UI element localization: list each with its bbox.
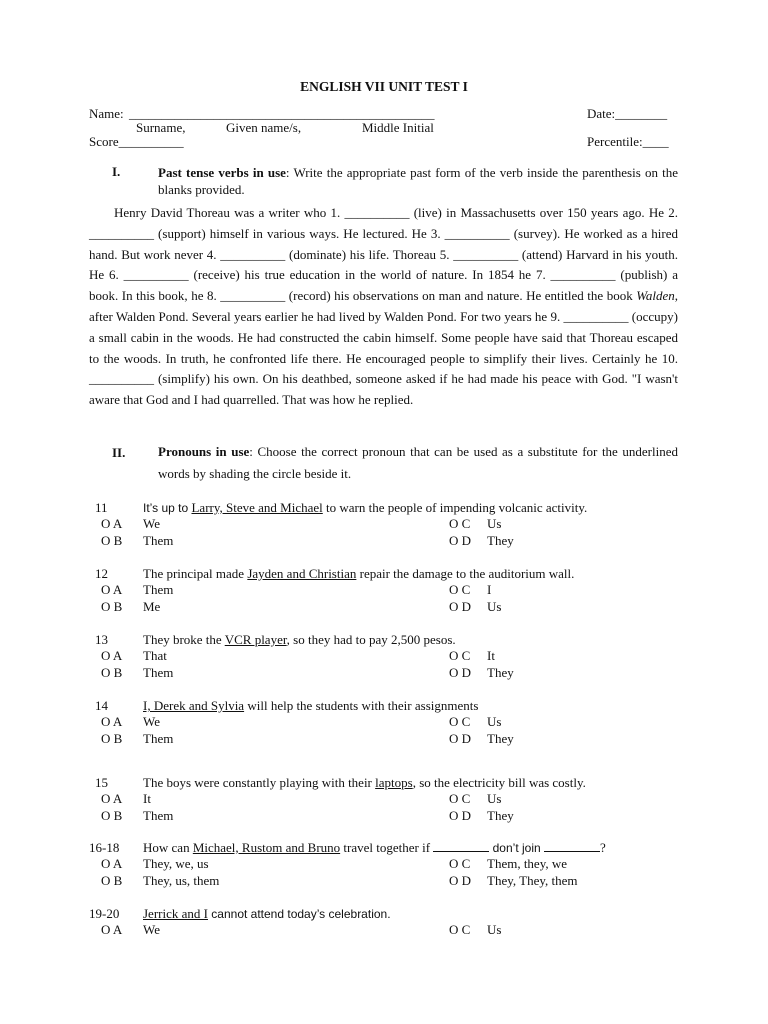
option-c-text: Us — [487, 791, 502, 806]
question-13 — [0, 632, 768, 688]
option-a-circle[interactable]: O A — [101, 791, 123, 806]
question-text: The principal made Jayden and Christian repair the damage to the auditorium wall. — [143, 566, 575, 581]
option-b-circle[interactable]: O B — [101, 808, 123, 823]
option-a-circle[interactable]: O A — [101, 856, 123, 871]
underlined-words: Michael, Rustom and Bruno — [192, 840, 341, 855]
option-d-circle[interactable]: O D — [449, 533, 472, 548]
option-a-circle[interactable]: O A — [101, 922, 123, 937]
option-a-text: We — [143, 922, 160, 937]
option-c-text: Us — [487, 516, 502, 531]
option-b-circle[interactable]: O B — [101, 533, 123, 548]
question-text: The boys were constantly playing with their laptops, so the electricity bill was costly. — [143, 775, 586, 790]
underlined-words: VCR player — [224, 632, 287, 647]
question-text: I, Derek and Sylvia will help the students with their assignments — [143, 698, 479, 713]
option-a-circle[interactable]: O A — [101, 582, 123, 597]
option-d-text: Us — [487, 599, 502, 614]
option-a-text: We — [143, 714, 160, 729]
question-number: 19-20 — [89, 906, 120, 921]
question-14 — [0, 698, 768, 754]
option-b-circle[interactable]: O B — [101, 873, 123, 888]
option-c-text: I — [487, 582, 492, 597]
book-title: Walden — [636, 288, 675, 304]
option-c-text: It — [487, 648, 495, 663]
answer-blank — [433, 840, 489, 852]
option-c-text: Us — [487, 714, 502, 729]
option-c-circle[interactable]: O C — [449, 648, 471, 663]
question-number: 16-18 — [89, 840, 120, 855]
option-a-text: It — [143, 791, 151, 806]
name-line: _______________________________________________ — [129, 106, 435, 121]
question-16-18 — [0, 840, 768, 896]
underlined-words: I, Derek and Sylvia — [143, 698, 245, 713]
option-c-circle[interactable]: O C — [449, 856, 471, 871]
option-c-circle[interactable]: O C — [449, 714, 471, 729]
section-2-number: II. — [112, 445, 126, 460]
option-d-circle[interactable]: O D — [449, 731, 472, 746]
middle-initial-caption: Middle Initial — [362, 120, 434, 135]
question-number: 12 — [95, 566, 108, 581]
question-12 — [0, 566, 768, 622]
option-d-text: They — [487, 533, 514, 548]
section-2-heading: Pronouns in use — [158, 444, 250, 459]
option-b-text: Them — [143, 665, 174, 680]
question-number: 13 — [95, 632, 108, 647]
given-name-caption: Given name/s, — [226, 120, 302, 135]
section-1-heading: Past tense verbs in use — [158, 165, 286, 180]
option-b-text: Them — [143, 731, 174, 746]
option-c-circle[interactable]: O C — [449, 922, 471, 937]
question-19-20 — [0, 906, 768, 962]
question-text: Jerrick and I cannot attend today’s celebration. — [143, 906, 391, 921]
option-c-circle[interactable]: O C — [449, 582, 471, 597]
passage — [89, 203, 678, 411]
option-b-circle[interactable]: O B — [101, 665, 123, 680]
answer-blank — [544, 840, 600, 852]
option-a-circle[interactable]: O A — [101, 648, 123, 663]
surname-caption: Surname, — [136, 120, 186, 135]
section-2-instruction-text: : Choose the correct pronoun that can be used as a substitute for the underlined words by shading the circle beside it. — [158, 444, 678, 481]
option-d-text: They — [487, 808, 514, 823]
question-number: 15 — [95, 775, 108, 790]
page-title: ENGLISH VII UNIT TEST I — [300, 79, 468, 94]
option-a-text: We — [143, 516, 160, 531]
passage-text-1: Henry David Thoreau was a writer who 1. __________ (live) in Massachusetts over 150 years ago. He 2. __________ (support) himself in various ways. He lectured. He 3. __________ (survey). He worked as a hired hand. But work never 4. __________ (dominate) his life. Thoreau 5. __________ (attend) Harvard in his youth. He 6. __________ (receive) his true education in the world of nature. In 1854 he 7. __________ (publish) a book. In this book, he 8. __________ (record) his observations on man and nature. He entitled the book — [89, 205, 678, 304]
option-c-text: Them, they, we — [487, 856, 568, 871]
underlined-words: Jayden and Christian — [247, 566, 357, 581]
option-d-circle[interactable]: O D — [449, 665, 472, 680]
option-d-text: They, They, them — [487, 873, 578, 888]
option-b-circle[interactable]: O B — [101, 731, 123, 746]
option-d-text: They — [487, 665, 514, 680]
option-b-text: They, us, them — [143, 873, 220, 888]
option-d-circle[interactable]: O D — [449, 873, 472, 888]
option-d-text: They — [487, 731, 514, 746]
question-15 — [0, 775, 768, 831]
date-label: Date:________ — [587, 106, 668, 121]
question-11 — [0, 500, 768, 556]
option-b-text: Them — [143, 808, 174, 823]
underlined-words: Jerrick and I — [143, 906, 208, 921]
name-label: Name: — [89, 106, 124, 121]
score-label: Score__________ — [89, 134, 184, 149]
underlined-words: laptops — [375, 775, 413, 790]
percentile-label: Percentile:____ — [587, 134, 669, 149]
option-a-circle[interactable]: O A — [101, 714, 123, 729]
option-d-circle[interactable]: O D — [449, 808, 472, 823]
question-number: 14 — [95, 698, 108, 713]
option-a-text: They, we, us — [143, 856, 209, 871]
option-b-circle[interactable]: O B — [101, 599, 123, 614]
option-b-text: Them — [143, 533, 174, 548]
option-a-text: Them — [143, 582, 174, 597]
option-c-circle[interactable]: O C — [449, 516, 471, 531]
question-text: It’s up to Larry, Steve and Michael to warn the people of impending volcanic activity. — [143, 500, 588, 515]
question-text: How can Michael, Rustom and Bruno travel together if don’t join ? — [143, 840, 606, 855]
question-number: 11 — [95, 500, 108, 515]
option-b-text: Me — [143, 599, 161, 614]
section-1-instruction-text: : Write the appropriate past form of the verb inside the parenthesis on the blanks provided. — [158, 165, 679, 197]
section-2-instructions — [158, 441, 678, 485]
question-text: They broke the VCR player, so they had to pay 2,500 pesos. — [143, 632, 456, 647]
option-a-circle[interactable]: O A — [101, 516, 123, 531]
underlined-words: Larry, Steve and Michael — [191, 500, 323, 515]
option-c-text: Us — [487, 922, 502, 937]
option-c-circle[interactable]: O C — [449, 791, 471, 806]
section-1-number: I. — [112, 164, 121, 179]
section-1-instructions — [158, 164, 678, 198]
option-d-circle[interactable]: O D — [449, 599, 472, 614]
option-a-text: That — [143, 648, 167, 663]
passage-text-2: , after Walden Pond. Several years earlier he had lived by Walden Pond. For two years he 9. __________ (occupy) a small cabin in the woods. He had constructed the cabin himself. Some people have said that Thoreau escaped to the woods. In truth, he confronted life there. He encouraged people to simplify their lives. Certainly he 10. __________ (simplify) his own. On his deathbed, someone asked if he had made his peace with God. "I wasn't aware that God and I had quarrelled. That was how he replied. — [89, 288, 678, 408]
